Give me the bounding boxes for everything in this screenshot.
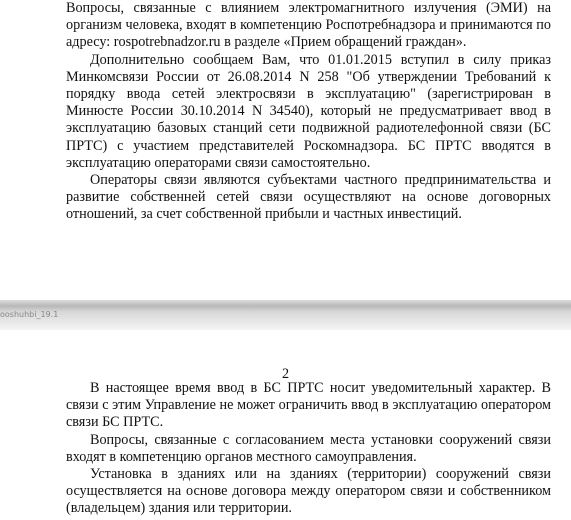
document-page-2 xyxy=(0,330,571,520)
paragraph-local-government: Вопросы, связанные с согласованием места установки сооружений связи входят в компетенцию органов местного самоуправления. xyxy=(66,431,551,465)
paragraph-installation: Установка в зданиях или на зданиях (территории) сооружений связи осуществляется на основе договора между оператором связи и собственником (владельцем) здания или территории. xyxy=(66,466,551,517)
paragraph-operators: Операторы связи являются субъектами частного предпринимательства и развитие собственней сетей связи осуществляют на основе договорных отношений, за счет собственной прибыли и частных инвестиций. xyxy=(66,172,551,223)
page-2-body xyxy=(66,380,551,518)
separator-label: ooshuhbi_19.1 xyxy=(0,310,59,319)
page-1-body xyxy=(66,0,551,224)
paragraph-emi: Вопросы, связанные с влиянием электромагнитного излучения (ЭМИ) на организм человека, входят в компетенцию Роспотребнадзора и принимаются по адресу: rospotrebnadzor.ru в разделе «Прием обращений граждан». xyxy=(66,0,551,51)
page-number: 2 xyxy=(281,366,290,382)
paragraph-order-258: Дополнительно сообщаем Вам, что 01.01.2015 вступил в силу приказ Минкомсвязи России от 26.08.2014 N 258 "Об утверждении Требований к порядку ввода сетей электросвязи в эксплуатацию" (зарегистрирован в Минюсте России 30.10.2014 N 34540), который не предусматривает ввод в эксплуатацию базовых станций сети подвижной радиотелефонной связи (БС ПРТС) с участием представителей Роскомнадзора. БС ПРТС вводятся в эксплуатацию операторами связи самостоятельно. xyxy=(66,51,551,171)
paragraph-notification: В настоящее время ввод в БС ПРТС носит уведомительный характер. В связи с этим Управление не может ограничить ввод в эксплуатацию оператором связи БС ПРТС. xyxy=(66,380,551,431)
page-separator xyxy=(0,300,571,330)
